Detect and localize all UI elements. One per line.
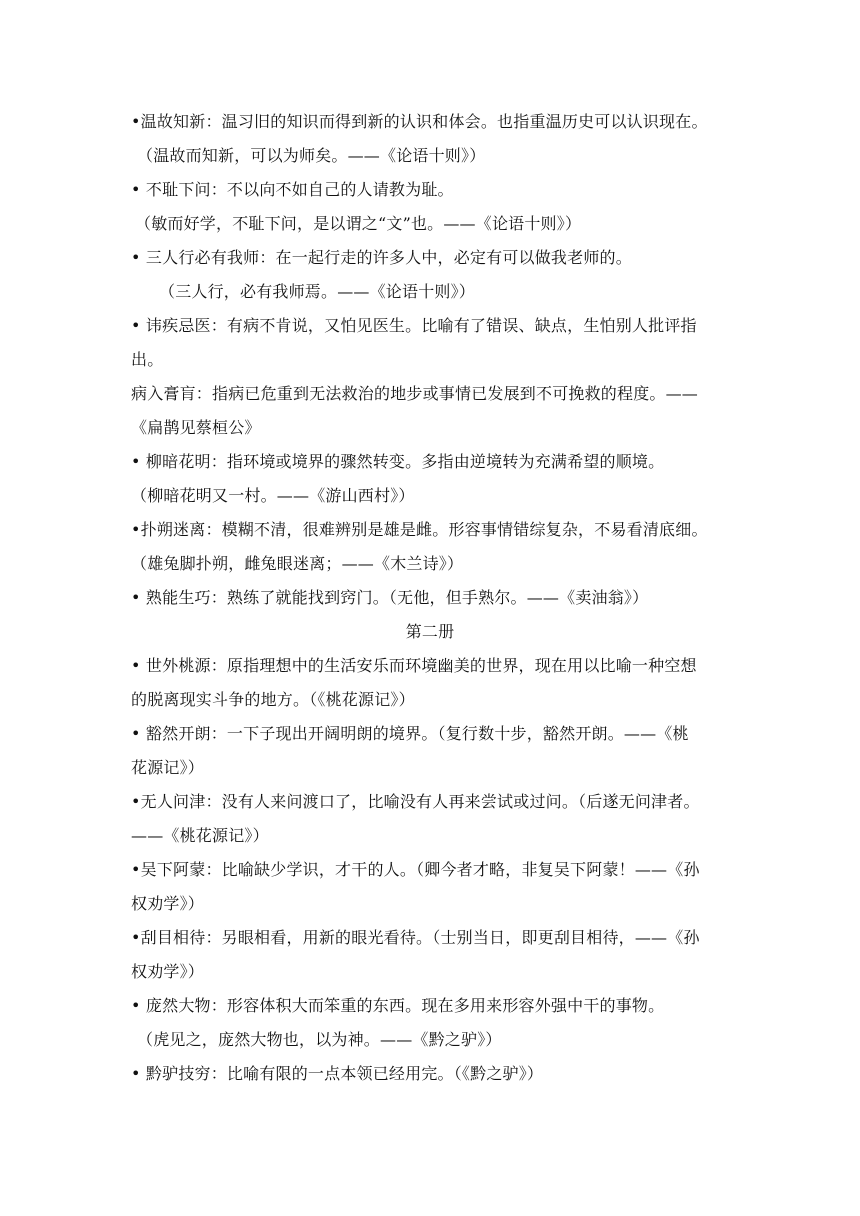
text-line: •无人问津：没有人来问渡口了，比喻没有人再来尝试或过问。（后遂无问津者。 <box>131 792 700 811</box>
section-heading: 第二册 <box>405 622 455 641</box>
text-line: •刮目相待：另眼相看，用新的眼光看待。（士别当日，即更刮目相待，——《孙 <box>131 928 700 947</box>
text-line: 病入膏肓：指病已危重到无法救治的地步或事情已发展到不可挽救的程度。—— <box>131 384 699 403</box>
text-line: • 柳暗花明：指环境或境界的骤然转变。多指由逆境转为充满希望的顺境。 <box>131 452 665 471</box>
text-line: （温故而知新，可以为师矣。——《论语十则》） <box>137 146 486 165</box>
text-line: （敏而好学，不耻下问，是以谓之“文”也。——《论语十则》） <box>135 214 582 233</box>
text-line: （虎见之，庞然大物也，以为神。——《黔之驴》） <box>137 1030 502 1049</box>
text-line: • 庞然大物：形容体积大而笨重的东西。现在多用来形容外强中干的事物。 <box>131 996 665 1015</box>
text-line: • 豁然开朗：一下子现出开阔明朗的境界。（复行数十步，豁然开朗。——《桃 <box>131 724 689 743</box>
text-line: ——《桃花源记》） <box>131 826 269 845</box>
text-line: •吴下阿蒙：比喻缺少学识，才干的人。（卿今者才略，非复吴下阿蒙！——《孙 <box>131 860 700 879</box>
text-line: （三人行，必有我师焉。——《论语十则》） <box>159 282 476 301</box>
text-line: •扑朔迷离：模糊不清，很难辨别是雄是雌。形容事情错综复杂，不易看清底细。 <box>131 520 708 539</box>
text-line: • 黔驴技穷：比喻有限的一点本领已经用完。（《黔之驴》） <box>131 1064 544 1083</box>
text-line: 花源记》） <box>131 758 205 777</box>
text-line: • 三人行必有我师：在一起行走的许多人中，必定有可以做我老师的。 <box>131 248 632 267</box>
text-line: •温故知新：温习旧的知识而得到新的认识和体会。也指重温历史可以认识现在。 <box>131 112 708 131</box>
text-line: 权劝学》） <box>131 962 205 981</box>
text-line: 的脱离现实斗争的地方。（《桃花源记》） <box>131 690 415 709</box>
text-line: • 不耻下问：不以向不如自己的人请教为耻。 <box>131 180 454 199</box>
text-line: （雄兔脚扑朔，雌兔眼迷离；——《木兰诗》） <box>131 554 464 573</box>
text-line: 出。 <box>131 350 164 369</box>
text-line: • 讳疾忌医：有病不肯说，又怕见医生。比喻有了错误、缺点，生怕别人批评指 <box>131 316 697 335</box>
text-line: • 世外桃源：原指理想中的生活安乐而环境幽美的世界，现在用以比喻一种空想 <box>131 656 697 675</box>
text-line: 权劝学》） <box>131 894 205 913</box>
text-line: （柳暗花明又一村。——《游山西村》） <box>131 486 415 505</box>
text-line: • 熟能生巧：熟练了就能找到窍门。（无他，但手熟尔。——《卖油翁》） <box>131 588 649 607</box>
text-line: 《扁鹊见蔡桓公》 <box>131 418 261 437</box>
